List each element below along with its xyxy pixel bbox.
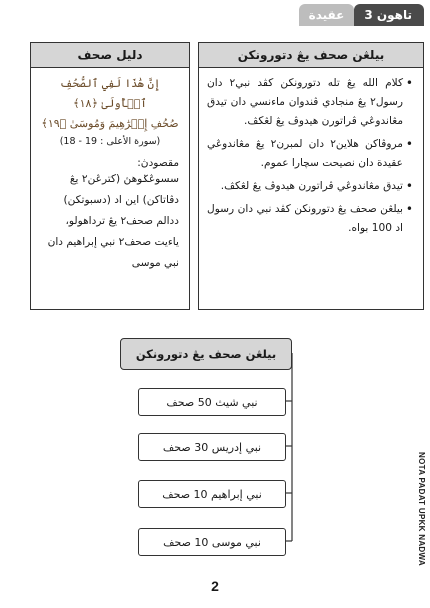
- verse-line-1: إِنَّ هَٰذَا لَفِي ٱلصُّحُفِ ٱلۡأُولَىٰ ﴿١٨﴾: [59, 77, 161, 110]
- diagram-item-ibrahim: نبي إبراهيم 10 صحف: [138, 480, 286, 508]
- diagram-main-box: بيلڠن صحف يڠ دتورونكن: [120, 338, 292, 370]
- scripture-count-panel: [198, 42, 424, 310]
- page-number: 2: [211, 578, 219, 594]
- year-tab: تاهون 3: [354, 4, 424, 26]
- bullet-item: • بيلڠن صحف يڠ دتورونكن كڤد نبي دان رسول اد 100 بواه.: [207, 200, 413, 238]
- verse-line-2: صُحُفِ إِبۡرَٰهِيمَ وَمُوسَىٰ ﴿١٩﴾: [41, 117, 179, 130]
- scripture-bullet-list: [199, 68, 423, 246]
- side-label: NOTA PADAT UPKK NADWA: [417, 452, 426, 566]
- header-tabs: [299, 4, 424, 26]
- surah-reference: (سورة الأعلى : 19 - 18): [59, 136, 161, 147]
- diagram-item-idris: نبي إدريس 30 صحف: [138, 433, 286, 461]
- bullet-item: • مروڤاكن هلاين٢ دان لمبرن٢ يڠ مڠاندوڠي عقيدة دان نصيحت سچارا عموم.: [207, 135, 413, 173]
- diagram-item-musa: نبي موسى 10 صحف: [138, 528, 286, 556]
- evidence-panel: [30, 42, 190, 310]
- bullet-item: • كلام الله يڠ تله دتورونكن كڤد نبي٢ دان رسول٢ يڠ منجادي ڤندوان ماءنسي دان تيدق مڠاندوڠي ڤراتورن هيدوڤ يڠ لڠكڤ.: [207, 74, 413, 131]
- scripture-count-title: بيلڠن صحف يڠ دتورونكن: [199, 43, 423, 68]
- subject-tab: عقيدة: [299, 4, 355, 26]
- meaning-title: مقصودڽ:: [137, 157, 179, 169]
- quran-verse: [31, 68, 189, 134]
- meaning-text: سسوڠݢوهڽ (كترڠن٢ يڠ دڤاتاكن) اين اد (دسبوتكن) ددالم صحف٢ يڠ ترداهولو، ياءيت صحف٢ نبي إبراهيم دان نبي موسى: [47, 173, 179, 269]
- bullet-item: • تيدق مڠاندوڠي ڤراتورن هيدوڤ يڠ لڠكڤ.: [207, 177, 413, 196]
- diagram-item-seth: نبي شيث 50 صحف: [138, 388, 286, 416]
- evidence-title: دليل صحف: [31, 43, 189, 68]
